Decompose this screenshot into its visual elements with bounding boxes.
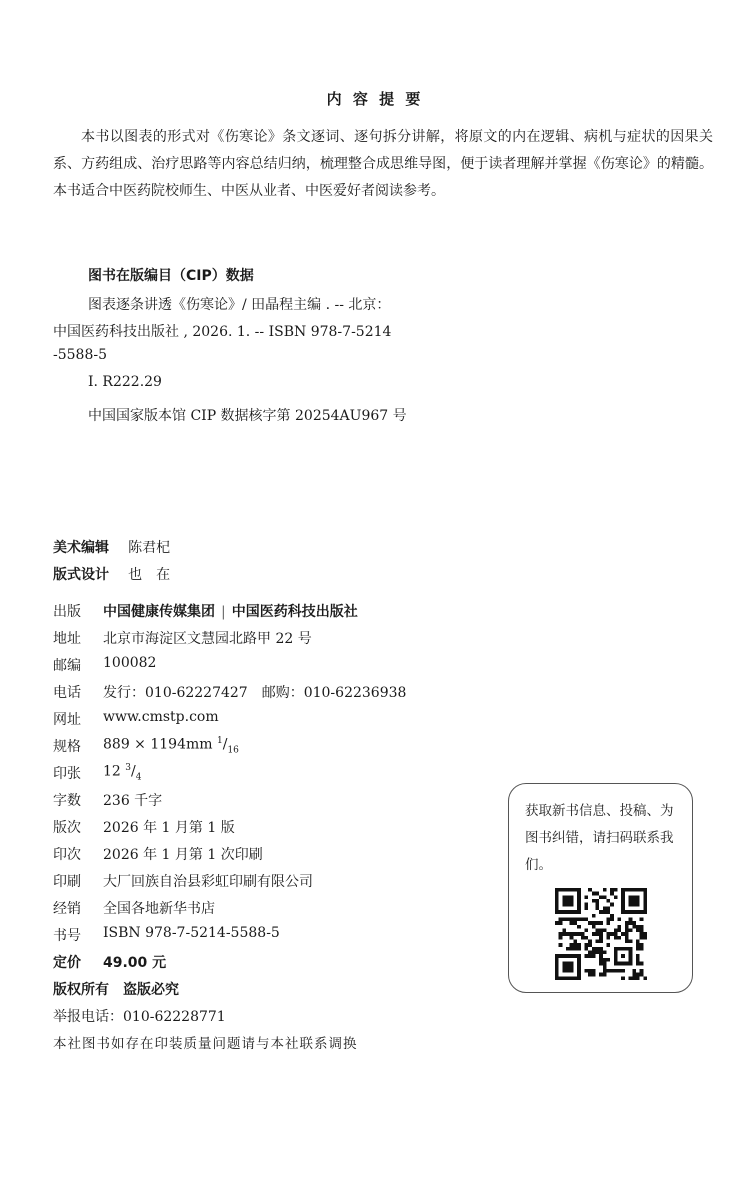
cip-title-line: 图表逐条讲透《伤寒论》/ 田晶程主编 . -- 北京： — [88, 297, 391, 313]
cip-publisher-line: 中国医药科技出版社 , 2026. 1. -- ISBN 978-7-5214 — [53, 324, 392, 340]
qr-code-icon[interactable] — [555, 888, 647, 980]
isbn-value: ISBN 978-7-5214-5588-5 — [103, 925, 280, 941]
format-label: 规格 — [53, 739, 81, 755]
cip-heading: 图书在版编目（CIP）数据 — [88, 268, 254, 284]
edition-value: 2026 年 1 月第 1 版 — [103, 820, 235, 836]
publisher-group: 中国健康传媒集团 — [103, 604, 215, 620]
distributor-value: 全国各地新华书店 — [103, 901, 215, 917]
phone-value: 发行：010-62227427 邮购：010-62236938 — [103, 685, 407, 701]
printing-label: 印次 — [53, 847, 81, 863]
sheets-value: 12 $^3/_4$ — [103, 763, 142, 783]
sheets-whole: 12 — [103, 763, 121, 780]
price-value: 49.00 元 — [103, 955, 167, 971]
qr-instruction-text: 获取新书信息、投稿、为图书纠错，请扫码联系我们。 — [525, 803, 674, 873]
format-value: 889 × 1194mm $^1/_{16}$ — [103, 736, 239, 756]
printing-value: 2026 年 1 月第 1 次印刷 — [103, 847, 263, 863]
postcode-value: 100082 — [103, 655, 157, 671]
format-fraction-numerator: 1 — [217, 736, 223, 746]
website-value: www.cmstp.com — [103, 709, 219, 725]
format-size: 889 × 1194mm — [103, 736, 213, 753]
sheets-fraction-numerator: 3 — [125, 763, 132, 773]
cip-classification: Ⅰ. R222.29 — [88, 374, 162, 390]
layout-designer-row — [53, 564, 170, 584]
words-value: 236 千字 — [103, 793, 163, 809]
address-label: 地址 — [53, 631, 81, 647]
art-editor-name: 陈君杞 — [128, 540, 171, 556]
website-label: 网址 — [53, 712, 81, 728]
art-editor-label: 美术编辑 — [53, 540, 109, 556]
postcode-label: 邮编 — [53, 658, 81, 674]
publisher-separator: | — [221, 604, 226, 620]
sheets-fraction-denominator: 4 — [135, 772, 142, 783]
qr-contact-box — [508, 783, 693, 993]
publisher-name: 中国医药科技出版社 — [231, 604, 358, 620]
edition-label: 版次 — [53, 820, 81, 836]
sheets-label: 印张 — [53, 766, 81, 782]
printer-value: 大厂回族自治县彩虹印刷有限公司 — [103, 874, 313, 890]
summary-title: 内 容 提 要 — [326, 90, 424, 108]
printer-label: 印刷 — [53, 874, 81, 890]
publisher-value — [103, 601, 358, 621]
art-editor-row — [53, 537, 170, 557]
publisher-label: 出版 — [53, 604, 81, 620]
layout-designer-name: 也 在 — [128, 567, 171, 583]
quality-notice: 本社图书如存在印装质量问题请与本社联系调换 — [53, 1036, 358, 1052]
layout-designer-label: 版式设计 — [53, 567, 109, 583]
rights-statement: 版权所有 盗版必究 — [53, 982, 179, 998]
summary-body: 本书以图表的形式对《伤寒论》条文逐词、逐句拆分讲解，将原文的内在逻辑、病机与症状的因果关系、方药组成、治疗思路等内容总结归纳，梳理整合成思维导图，便于读者理解并掌握《伤寒论》的精髓。本书适合中医药院校师生、中医从业者、中医爱好者阅读参考。 — [53, 129, 713, 199]
words-label: 字数 — [53, 793, 81, 809]
price-label: 定价 — [53, 955, 81, 971]
cip-record-number: 中国国家版本馆 CIP 数据核字第 20254AU967 号 — [88, 408, 407, 424]
format-fraction-denominator: 16 — [227, 745, 239, 756]
distributor-label: 经销 — [53, 901, 81, 917]
phone-label: 电话 — [53, 685, 81, 701]
address-value: 北京市海淀区文慧园北路甲 22 号 — [103, 631, 312, 647]
report-phone: 举报电话：010-62228771 — [53, 1009, 226, 1025]
isbn-label: 书号 — [53, 928, 81, 944]
cip-isbn-continuation: -5588-5 — [53, 347, 107, 363]
